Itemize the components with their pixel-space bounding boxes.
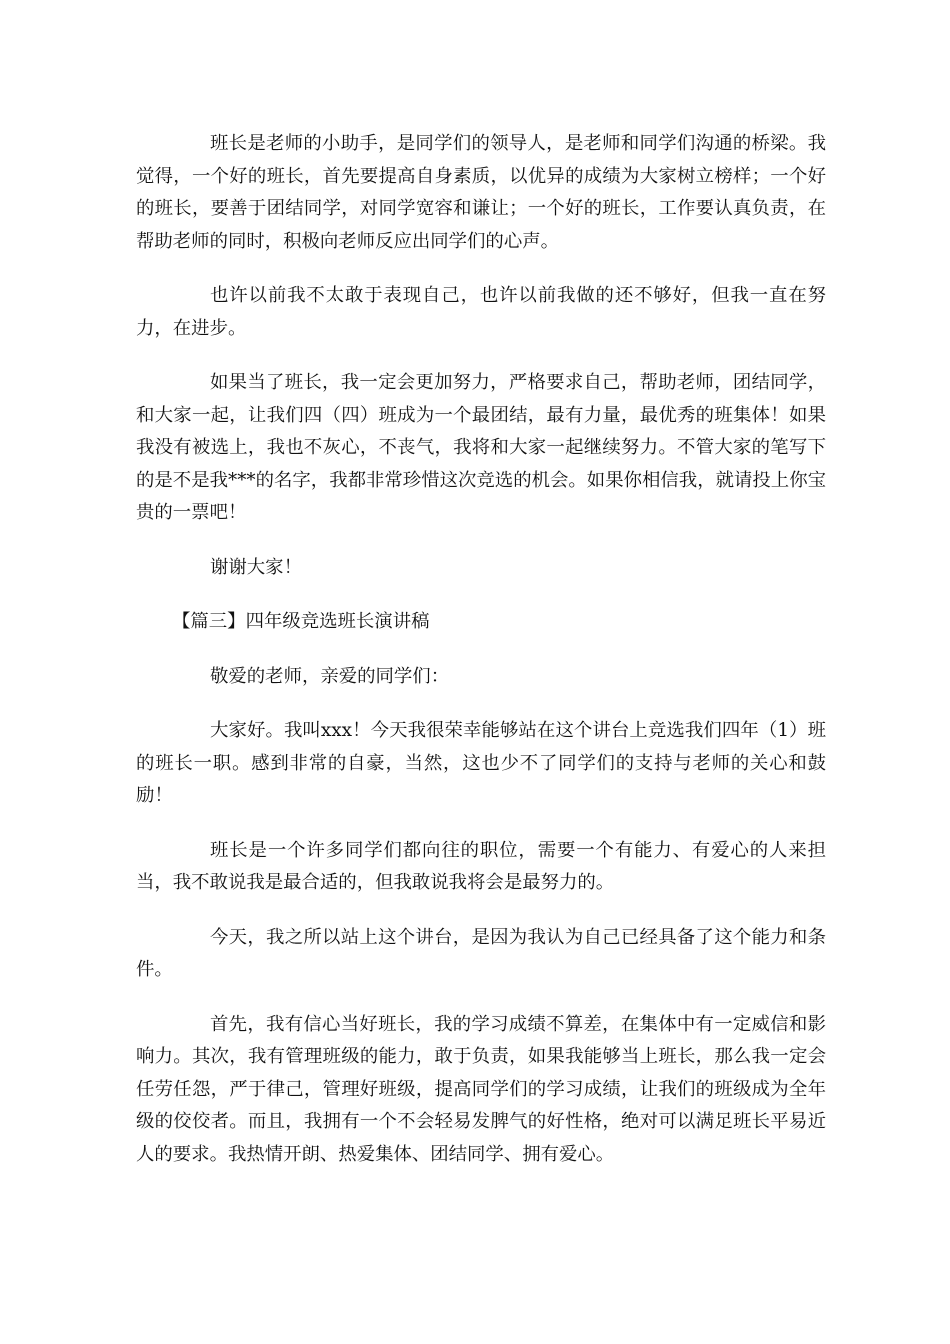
- paragraph-promise: 如果当了班长，我一定会更加努力，严格要求自己，帮助老师，团结同学，和大家一起，让我们四（四）班成为一个最团结，最有力量，最优秀的班集体！如果我没有被选上，我也不灰心，不丧气，我将和大家一起继续努力。不管大家的笔写下的是不是我***的名字，我都非常珍惜这次竞选的机会。如果你相信我，就请投上你宝贵的一票吧！: [136, 372, 826, 523]
- section-heading: 【篇三】四年级竞选班长演讲稿: [172, 611, 430, 632]
- paragraph-effort: 也许以前我不太敢于表现自己，也许以前我做的还不够好，但我一直在努力，在进步。: [136, 285, 826, 339]
- paragraph-greeting: 敬爱的老师，亲爱的同学们：: [210, 665, 450, 687]
- document-page: [136, 128, 826, 1193]
- paragraph-qualifications: 首先，我有信心当好班长，我的学习成绩不算差，在集体中有一定威信和影响力。其次，我有管理班级的能力，敢于负责，如果我能够当上班长，那么我一定会任劳任怨，严于律己，管理好班级，提高同学们的学习成绩，让我们的班级成为全年级的佼佼者。而且，我拥有一个不会轻易发脾气的好性格，绝对可以满足班长平易近人的要求。我热情开朗、热爱集体、团结同学、拥有爱心。: [136, 1013, 826, 1165]
- paragraph-thanks: 谢谢大家！: [210, 556, 302, 578]
- paragraph-monitor-role: 班长是老师的小助手，是同学们的领导人，是老师和同学们沟通的桥梁。我觉得，一个好的班长，首先要提高自身素质，以优异的成绩为大家树立榜样；一个好的班长，要善于团结同学，对同学宽容和谦让；一个好的班长，工作要认真负责，在帮助老师的同时，积极向老师反应出同学们的心声。: [136, 133, 826, 252]
- paragraph-position: 班长是一个许多同学们都向往的职位，需要一个有能力、有爱心的人来担当，我不敢说我是最合适的，但我敢说我将会是最努力的。: [136, 839, 826, 893]
- paragraph-reason: 今天，我之所以站上这个讲台，是因为我认为自己已经具备了这个能力和条件。: [136, 926, 826, 980]
- paragraph-introduction: 大家好。我叫xxx！今天我很荣幸能够站在这个讲台上竞选我们四年（1）班的班长一职。感到非常的自豪，当然，这也少不了同学们的支持与老师的关心和鼓励！: [136, 720, 826, 806]
